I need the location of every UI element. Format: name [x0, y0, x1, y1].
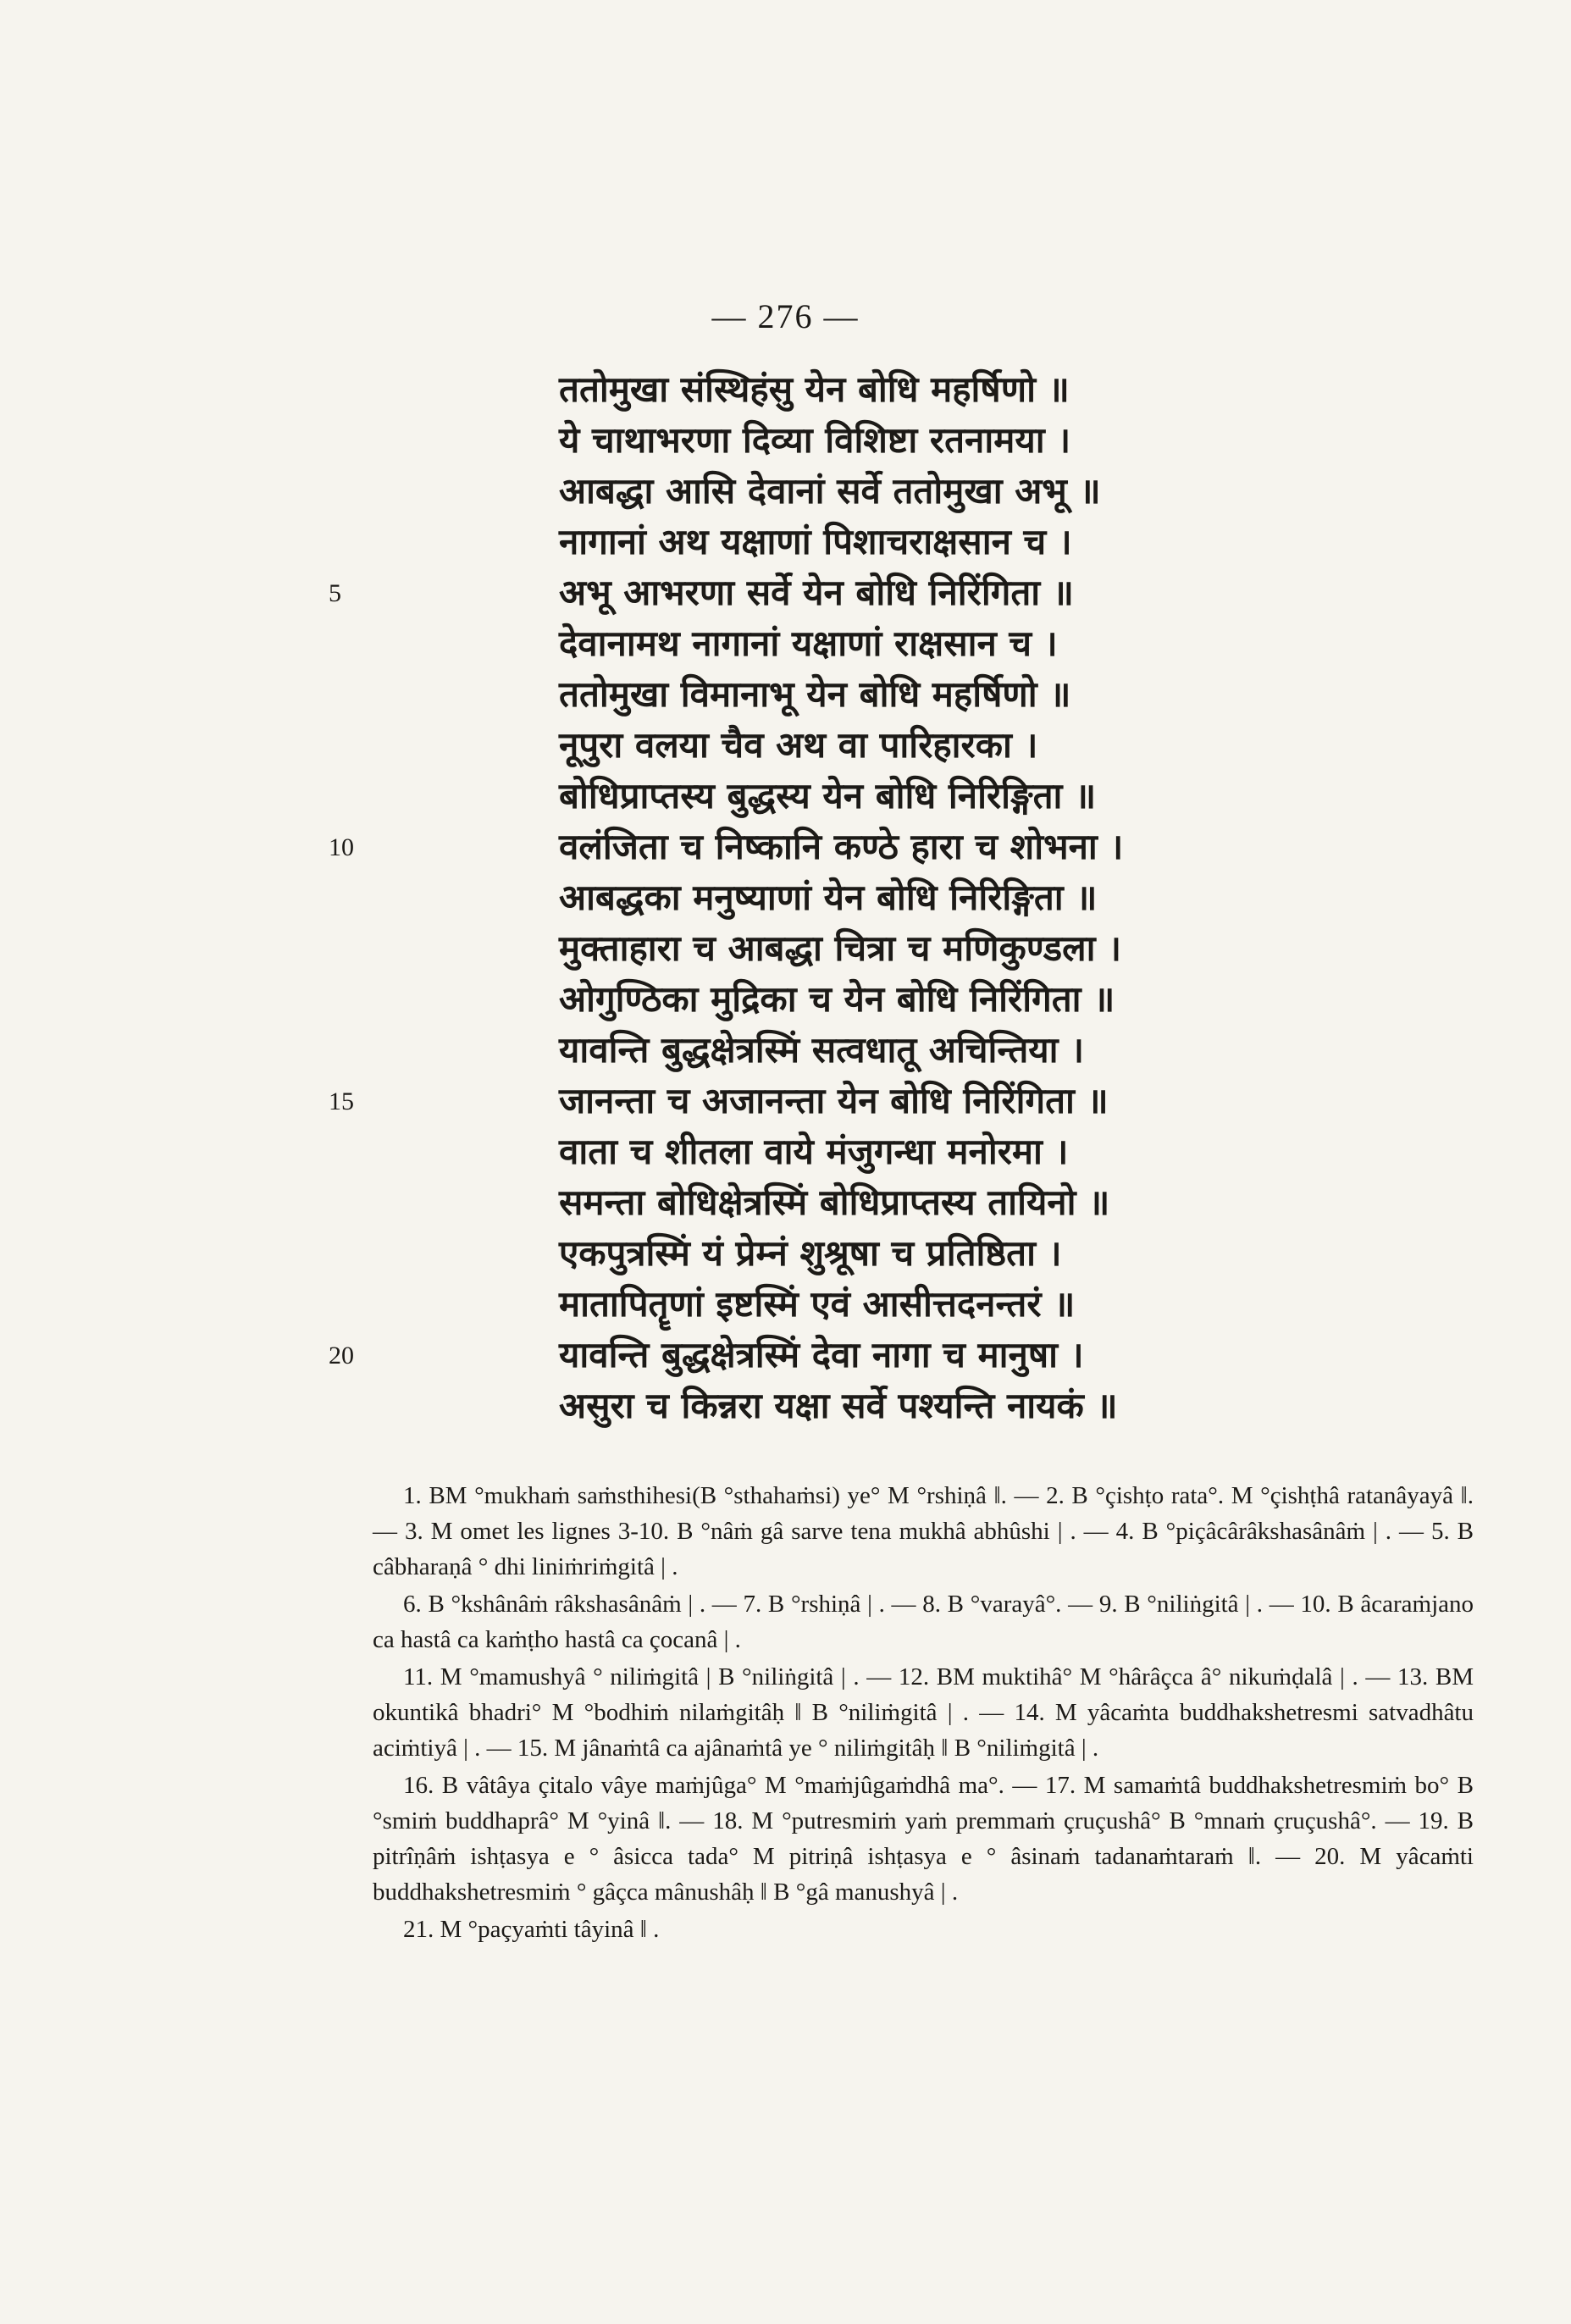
verse-line: ततोमुखा संस्थिहंसु येन बोधि महर्षिणो ॥: [559, 368, 1070, 410]
footnote-paragraph: 16. B vâtâya çitalo vâye maṁjûga° M °maṁjûgaṁdhâ ma°. — 17. M samaṁtâ buddhakshetresmiṁ bo° B °smiṁ buddhaprâ° M °yinâ ‖. — 18. M °putresmiṁ yaṁ premmaṁ çruçushâ° B °mnaṁ çruçushâ°. — 19. B pitrîṇâṁ ishṭasya e ° âsicca tada° M pitriṇâ ishṭasya e ° âsinaṁ tadanaṁtaraṁ ‖. — 20. M yâcaṁti buddhakshetresmiṁ ° gâçca mânushâḥ ‖ B °gâ manushyâ | .: [373, 1772, 1474, 1906]
verse-line: एकपुत्रस्मिं यं प्रेम्नं शुश्रूषा च प्रतिष्ठिता ।: [559, 1232, 1062, 1274]
verse-line: मुक्ताहारा च आबद्धा चित्रा च मणिकुण्डला ।: [559, 927, 1122, 969]
verse-line: यावन्ति बुद्धक्षेत्रस्मिं सत्वधातू अचिन्तिया ।: [559, 1029, 1085, 1071]
page-number: — 276 —: [711, 297, 860, 335]
footnote-paragraph: 6. B °kshânâṁ râkshasânâṁ | . — 7. B °rshiṇâ | . — 8. B °varayâ°. — 9. B °niliṅgitâ | . — 10. B âcaraṁjano ca hastâ ca kaṁṭho hastâ ca çocanâ | .: [373, 1591, 1474, 1653]
verse-line: वलंजिता च निष्कानि कण्ठे हारा च शोभना ।: [559, 826, 1124, 867]
footnote-paragraph: 11. M °mamushyâ ° niliṁgitâ | B °niliṅgitâ | . — 12. BM muktihâ° M °hârâçca â° nikuṁḍalâ | . — 13. BM okuntikâ bhadri° M °bodhiṁ nilaṁgitâḥ ‖ B °niliṁgitâ | . — 14. M yâcaṁta buddhakshetresmi satvadhâtu aciṁtiyâ | . — 15. M jânaṁtâ ca ajânaṁtâ ye ° niliṁgitâḥ ‖ B °niliṁgitâ | .: [373, 1663, 1474, 1762]
verse-line: बोधिप्राप्तस्य बुद्धस्य येन बोधि निरिङ्गिता ॥: [559, 775, 1097, 816]
verse-line: मातापितॄणां इष्टस्मिं एवं आसीत्तदनन्तरं ॥: [559, 1283, 1076, 1325]
verse-line: आबद्धका मनुष्याणां येन बोधि निरिङ्गिता ॥: [559, 877, 1098, 918]
verse-line: जानन्ता च अजानन्ता येन बोधि निरिंगिता ॥: [559, 1080, 1109, 1121]
line-number: 5: [329, 579, 341, 607]
footnote-paragraph: 21. M °paçyaṁti tâyinâ ‖ .: [403, 1916, 660, 1943]
line-number: 10: [329, 833, 354, 861]
verse-line: असुरा च किन्नरा यक्षा सर्वे पश्यन्ति नायकं ॥: [559, 1385, 1118, 1426]
footnote-paragraph: 1. BM °mukhaṁ saṁsthihesi(B °sthahaṁsi) ye° M °rshiṇâ ‖. — 2. B °çishṭo rata°. M °çishṭhâ ratanâyayâ ‖. — 3. M omet les lignes 3-10. B °nâṁ gâ sarve tena mukhâ abhûshi | . — 4. B °piçâcârâkshasânâṁ | . — 5. B câbharaṇâ ° dhi liniṁriṁgitâ | .: [373, 1482, 1474, 1580]
verse-line: समन्ता बोधिक्षेत्रस्मिं बोधिप्राप्तस्य तायिनो ॥: [559, 1181, 1110, 1223]
verse-line: नागानां अथ यक्षाणां पिशाचराक्षसान च ।: [559, 521, 1072, 562]
verse-block: [559, 364, 1253, 1431]
verse-line: ओगुण्ठिका मुद्रिका च येन बोधि निरिंगिता ॥: [559, 978, 1115, 1020]
verse-line: अभू आभरणा सर्वे येन बोधि निरिंगिता ॥: [559, 572, 1074, 613]
footnotes: [373, 1478, 1474, 1949]
verse-line: वाता च शीतला वाये मंजुगन्धा मनोरमा ।: [559, 1131, 1069, 1172]
line-number: 20: [329, 1342, 354, 1370]
verse-line: नूपुरा वलया चैव अथ वा पारिहारका ।: [559, 724, 1038, 766]
line-number: 15: [329, 1087, 354, 1115]
verse-line: ततोमुखा विमानाभू येन बोधि महर्षिणो ॥: [559, 673, 1071, 715]
verse-line: ये चाथाभरणा दिव्या विशिष्टा रतनामया ।: [559, 419, 1071, 461]
verse-line: यावन्ति बुद्धक्षेत्रस्मिं देवा नागा च मानुषा ।: [559, 1334, 1084, 1375]
verse-line: आबद्धा आसि देवानां सर्वे ततोमुखा अभू ॥: [559, 470, 1101, 512]
verse-line: देवानामथ नागानां यक्षाणां राक्षसान च ।: [559, 622, 1058, 664]
